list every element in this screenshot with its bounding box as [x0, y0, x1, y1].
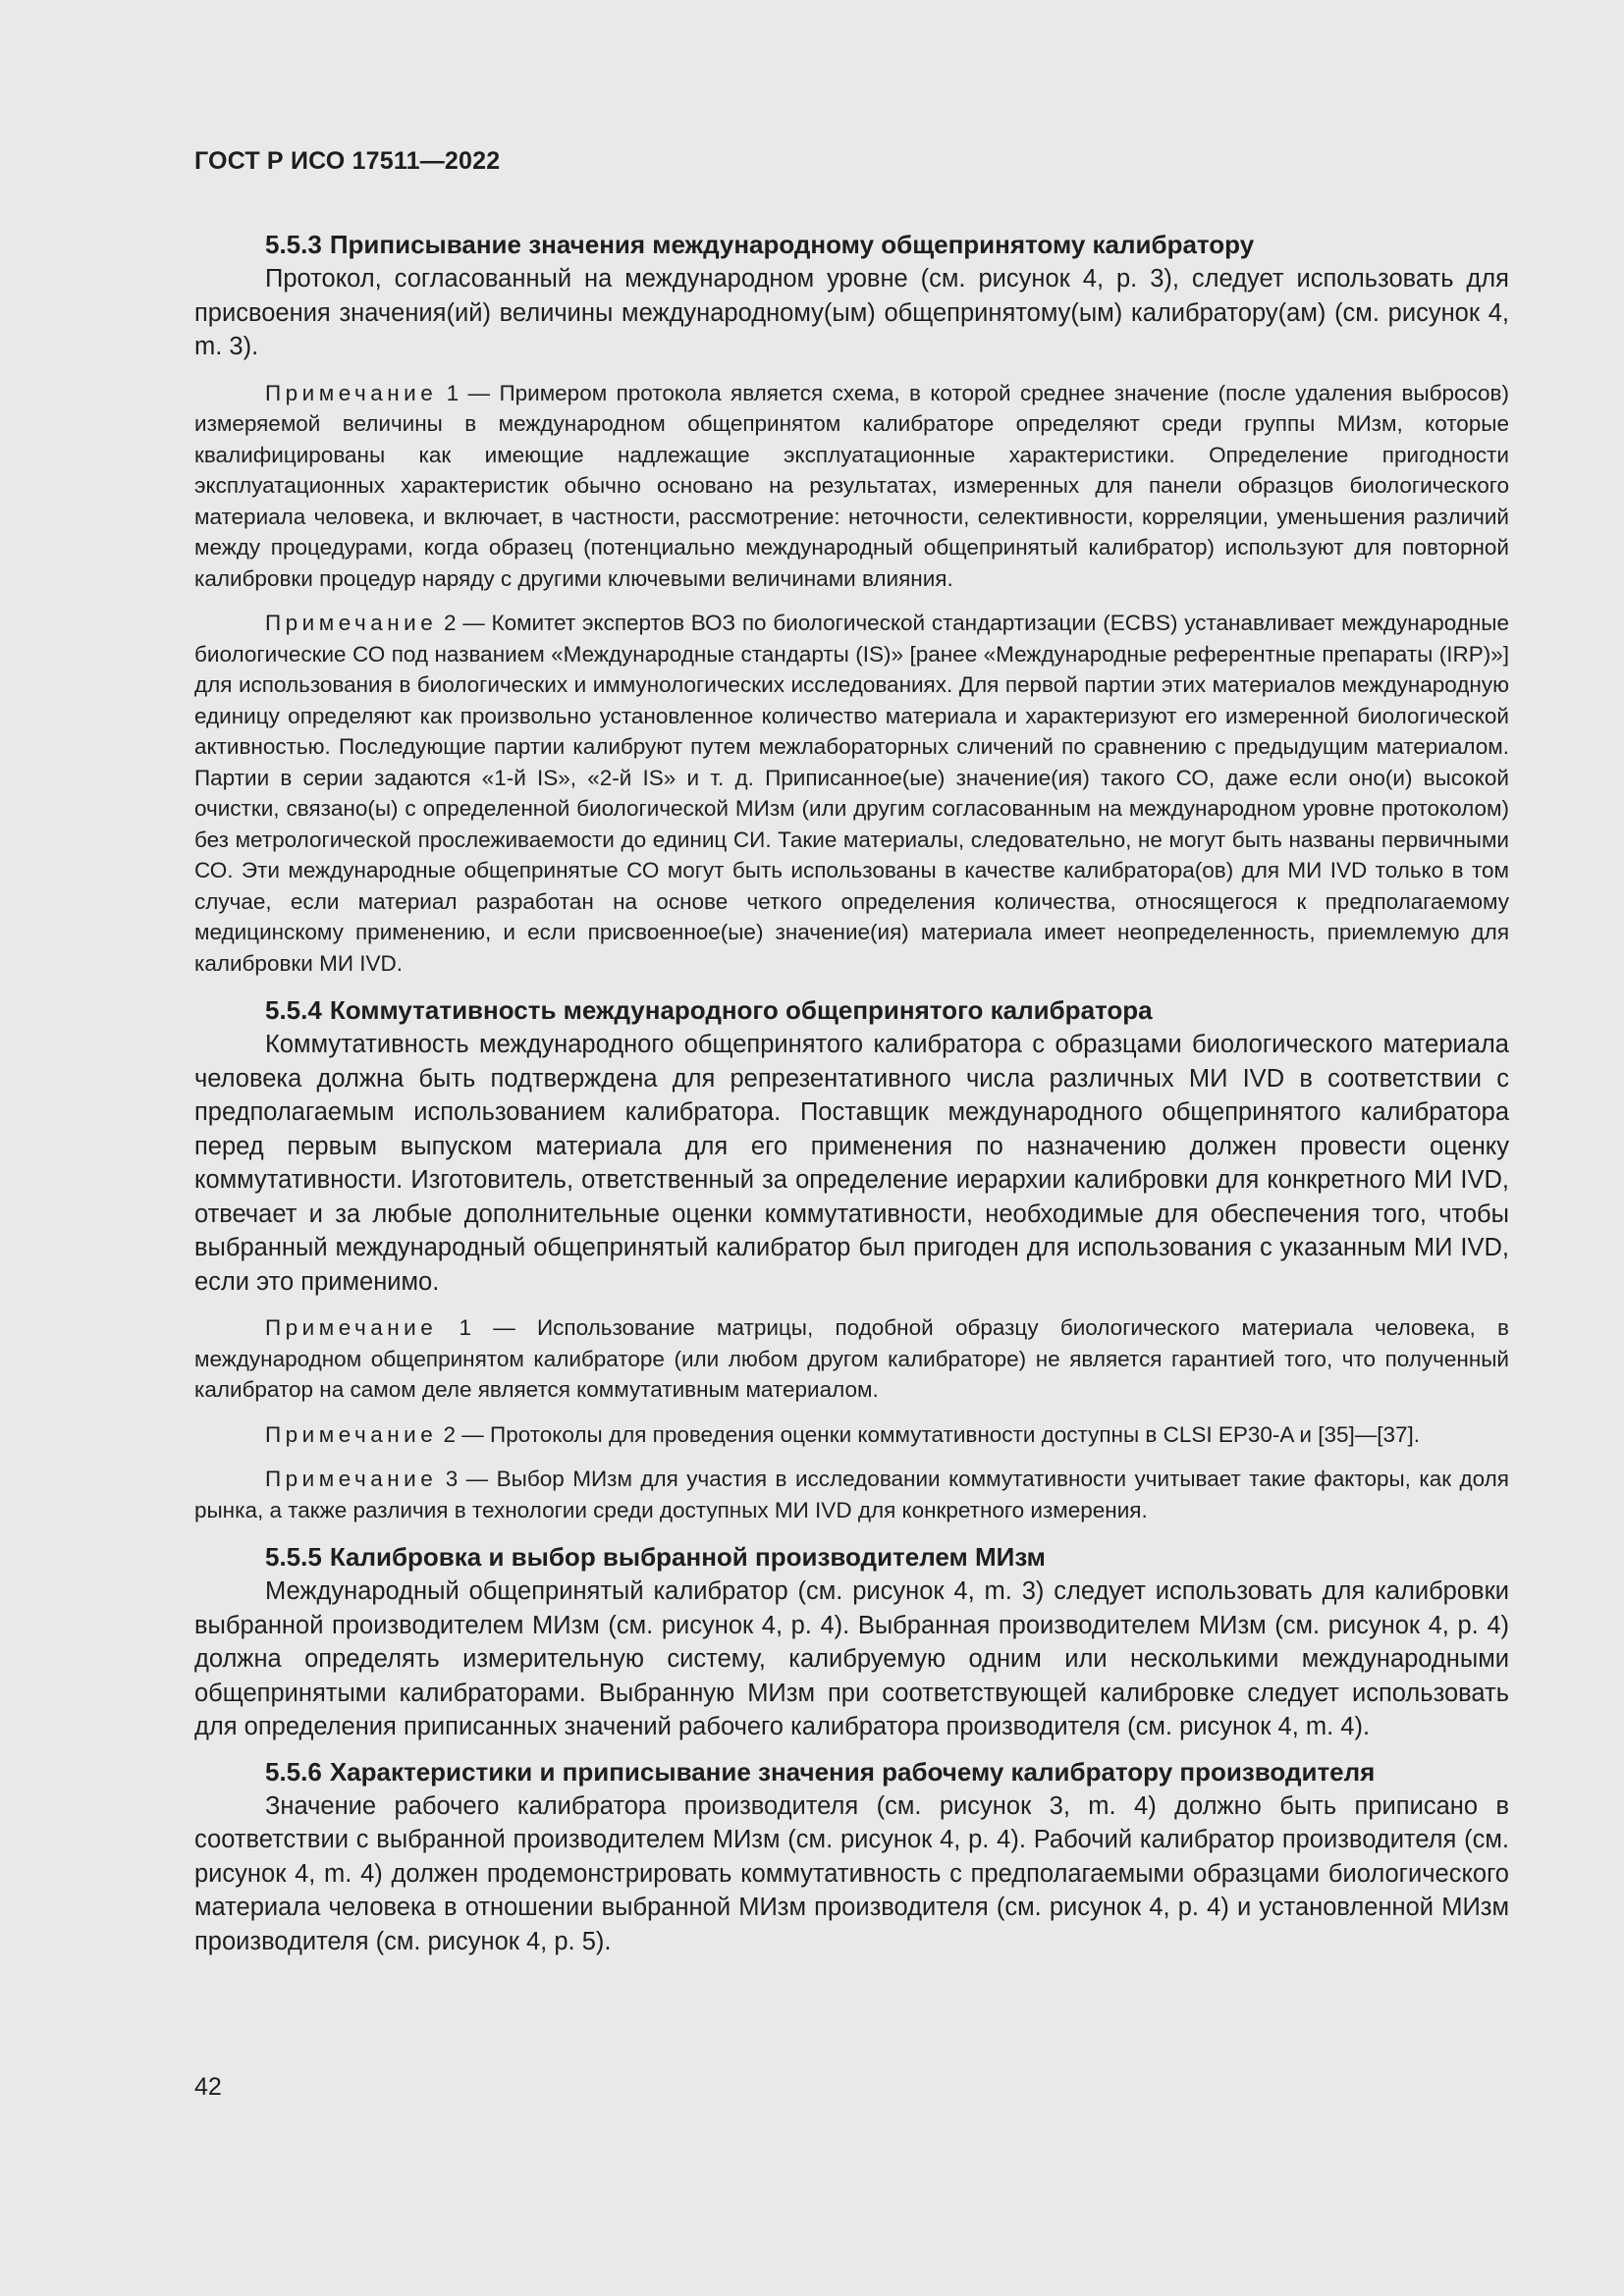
note-text: 2 — Комитет экспертов ВОЗ по биологической стандартизации (ECBS) устанавливает международные биологические СО под названием «Международные стандарты (IS)» [ранее «Международные референтные препараты (IRP)»] для использования в биологических и иммунологических исследованиях. Для первой партии этих материалов международную единицу определяют как произвольно установленное количество материала и характеризуют его измеренной биологической активностью. Последующие партии калибруют путем межлабораторных сличений по сравнению с предыдущим материалом. Партии в серии задаются «1-й IS», «2-й IS» и т. д. Приписанное(ые) значение(ия) такого СО, даже если оно(и) высокой очистки, связано(ы) с определенной биологической МИзм (или другим согласованным на международном уровне протоколом) без метрологической прослеживаемости до единиц СИ. Такие материалы, следовательно, не могут быть названы первичными СО. Эти международные общепринятые СО могут быть использованы в качестве калибратора(ов) для МИ IVD только в том случае, если материал разработан на основе четкого определения количества, относящегося к предполагаемому медицинскому применению, и если присвоенное(ые) значение(ия) материала имеет неопределенность, приемлемую для калибровки МИ IVD. [194, 611, 1509, 976]
section-number: 5.5.5 [265, 1542, 322, 1572]
section-number: 5.5.6 [265, 1756, 322, 1787]
section-5-5-6 [194, 1754, 1509, 1959]
note-text: 1 — Использование матрицы, подобной образцу биологического материала человека, в международном общепринятом калибраторе (или любом другом калибраторе) не является гарантией того, что полученный калибратор на самом деле является коммутативным материалом. [194, 1315, 1509, 1402]
section-5-5-3 [194, 227, 1509, 979]
section-title: Коммутативность международного общепринятого калибратора [329, 995, 1153, 1025]
note-text: 3 — Выбор МИзм для участия в исследовании коммутативности учитывает такие факторы, как доля рынка, а также различия в технологии среди доступных МИ IVD для конкретного измерения. [194, 1467, 1509, 1522]
document-header: ГОСТ Р ИСО 17511—2022 [194, 147, 501, 175]
section-number: 5.5.3 [265, 230, 322, 259]
section-heading [194, 992, 1509, 1028]
note [194, 608, 1509, 979]
section-title: Приписывание значения международному общепринятому калибратору [329, 230, 1255, 259]
section-title: Характеристики и приписывание значения рабочему калибратору производителя [329, 1756, 1376, 1787]
paragraph: Значение рабочего калибратора производителя (см. рисунок 3, m. 4) должно быть приписано в соответствии с выбранной производителем МИзм (см. рисунок 4, p. 4). Рабочий калибратор производителя (см. рисунок 4, m. 4) должен продемонстрировать коммутативность с предполагаемыми образцами биологического материала человека в отношении выбранной МИзм производителя (см. рисунок 4, p. 4) и установленной МИзм производителя (см. рисунок 4, p. 5). [194, 1791, 1509, 1955]
note-text: 1 — Примером протокола является схема, в которой среднее значение (после удаления выбросов) измеряемой величины в международном общепринятом калибраторе определяют среди группы МИзм, которые квалифицированы как имеющие надлежащие эксплуатационные характеристики. Определение пригодности эксплуатационных характеристик обычно основано на результатах, измеренных для панели образцов биологического материала человека, и включает, в частности, рассмотрение: неточности, селективности, корреляции, уменьшения различий между процедурами, когда образец (потенциально международный общепринятый калибратор) используют для повторной калибровки процедур наряду с другими ключевыми величинами влияния. [194, 380, 1509, 591]
note [194, 1312, 1509, 1406]
section-heading [194, 1754, 1509, 1789]
note-label: Примечание [265, 1421, 438, 1447]
section-5-5-4 [194, 992, 1509, 1525]
paragraph: Коммутативность международного общепринятого калибратора с образцами биологического материала человека должна быть подтверждена для репрезентативного числа различных МИ IVD в соответствии с предполагаемым использованием калибратора. Поставщик международного общепринятого калибратора перед первым выпуском материала для его применения по назначению должен провести оценку коммутативности. Изготовитель, ответственный за определение иерархии калибровки для конкретного МИ IVD, отвечает и за любые дополнительные оценки коммутативности, необходимые для обеспечения того, чтобы выбранный международный общепринятый калибратор был пригоден для использования с указанным МИ IVD, если это применимо. [194, 1031, 1509, 1296]
note-label: Примечание [265, 1467, 438, 1491]
note-label: Примечание [265, 380, 438, 405]
section-heading [194, 227, 1509, 262]
section-title: Калибровка и выбор выбранной производителем МИзм [329, 1542, 1046, 1572]
note-label: Примечание [265, 611, 438, 635]
section-5-5-5 [194, 1539, 1509, 1744]
page-number: 42 [194, 2073, 222, 2101]
paragraph: Международный общепринятый калибратор (см. рисунок 4, m. 3) следует использовать для калибровки выбранной производителем МИзм (см. рисунок 4, p. 4). Выбранная производителем МИзм (см. рисунок 4, p. 4) должна определять измерительную систему, калибруемую одним или несколькими международными общепринятыми калибраторами. Выбранную МИзм при соответствующей калибровке следует использовать для определения приписанных значений рабочего калибратора производителя (см. рисунок 4, m. 4). [194, 1577, 1509, 1740]
section-number: 5.5.4 [265, 995, 322, 1025]
note [194, 1419, 1509, 1451]
section-heading [194, 1539, 1509, 1575]
note-text: 2 — Протоколы для проведения оценки коммутативности доступны в CLSI EP30-A и [35]—[37]. [443, 1421, 1421, 1447]
paragraph: Протокол, согласованный на международном уровне (см. рисунок 4, p. 3), следует использовать для присвоения значения(ий) величины международному(ым) общепринятому(ым) калибратору(ам) (см. рисунок 4, m. 3). [194, 265, 1509, 360]
note [194, 378, 1509, 595]
note-label: Примечание [265, 1315, 438, 1340]
note [194, 1464, 1509, 1525]
